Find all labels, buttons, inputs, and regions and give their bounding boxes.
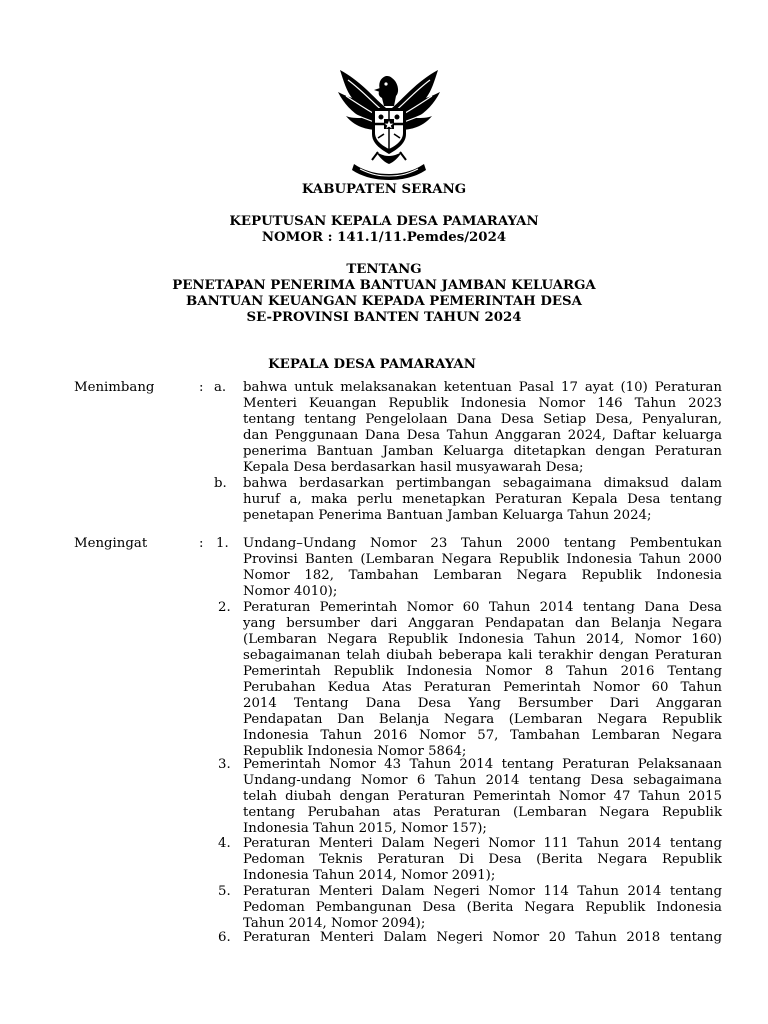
decree-number: NOMOR : 141.1/11.Pemdes/2024 bbox=[261, 230, 507, 245]
about-label: TENTANG bbox=[346, 262, 422, 277]
text-line: Provinsi Banten (Lembaran Negara Republik Indonesia Tahun 2000 bbox=[243, 552, 722, 567]
mengingat-marker-6: 6. bbox=[218, 930, 231, 945]
subject-line-3: SE-PROVINSI BANTEN TAHUN 2024 bbox=[246, 310, 522, 325]
text-line: Pedoman Teknis Peraturan Di Desa (Berita Negara Republik bbox=[243, 852, 722, 867]
subject-line-2: BANTUAN KEUANGAN KEPADA PEMERINTAH DESA bbox=[186, 294, 582, 309]
text-line: Menteri Keuangan Republik Indonesia Nomor 146 Tahun 2023 bbox=[243, 396, 722, 411]
mengingat-item-6 bbox=[243, 930, 722, 946]
mengingat-item-3 bbox=[243, 757, 722, 837]
text-line: Kepala Desa berdasarkan hasil musyawarah Desa; bbox=[243, 460, 584, 475]
text-line: telah diubah dengan Peraturan Pemerintah Nomor 47 Tahun 2015 bbox=[243, 789, 722, 804]
text-line: bahwa untuk melaksanakan ketentuan Pasal 17 ayat (10) Peraturan bbox=[243, 380, 722, 395]
text-line: Tahun 2014, Nomor 2094); bbox=[243, 916, 426, 931]
text-line: Pemerintah Republik Indonesia Nomor 8 Tahun 2016 Tentang bbox=[243, 664, 722, 679]
decree-title: KEPUTUSAN KEPALA DESA PAMARAYAN bbox=[229, 214, 539, 229]
mengingat-colon: : bbox=[199, 536, 204, 551]
mengingat-item-1 bbox=[243, 536, 722, 600]
text-line: penetapan Penerima Bantuan Jamban Keluarga Tahun 2024; bbox=[243, 508, 652, 523]
text-line: (Lembaran Negara Republik Indonesia Tahun 2014, Nomor 160) bbox=[243, 632, 722, 647]
mengingat-label: Mengingat bbox=[74, 536, 148, 551]
mengingat-item-4 bbox=[243, 836, 722, 884]
menimbang-marker-b: b. bbox=[214, 476, 227, 491]
text-line: Pedoman Pembangunan Desa (Berita Negara Republik Indonesia bbox=[243, 900, 722, 915]
text-line: Perubahan Kedua Atas Peraturan Pemerintah Nomor 60 Tahun bbox=[243, 680, 722, 695]
text-line: Nomor 4010); bbox=[243, 584, 338, 599]
region-name: KABUPATEN SERANG bbox=[301, 182, 467, 197]
text-line: Peraturan Pemerintah Nomor 60 Tahun 2014 tentang Dana Desa bbox=[243, 600, 722, 615]
text-line: sebagaimanan telah diubah beberapa kali terakhir dengan Peraturan bbox=[243, 648, 722, 663]
subject-line-1: PENETAPAN PENERIMA BANTUAN JAMBAN KELUARGA bbox=[172, 278, 596, 293]
garuda-emblem-icon bbox=[334, 68, 444, 180]
text-line: dan Penggunaan Dana Desa Tahun Anggaran 2024, Daftar keluarga bbox=[243, 428, 722, 443]
mengingat-item-5 bbox=[243, 884, 722, 932]
mengingat-marker-2: 2. bbox=[218, 600, 231, 615]
text-line: Peraturan Menteri Dalam Negeri Nomor 114 Tahun 2014 tentang bbox=[243, 884, 722, 899]
text-line: Pemerintah Nomor 43 Tahun 2014 tentang Peraturan Pelaksanaan bbox=[243, 757, 722, 772]
text-line: tentang tentang Pengelolaan Dana Desa Setiap Desa, Penyaluran, bbox=[243, 412, 722, 427]
text-line: Indonesia Tahun 2016 Nomor 57, Tambahan Lembaran Negara bbox=[243, 728, 722, 743]
text-line: yang bersumber dari Anggaran Pendapatan dan Belanja Negara bbox=[243, 616, 722, 631]
menimbang-label: Menimbang bbox=[74, 380, 155, 395]
text-line: Pendapatan Dan Belanja Negara (Lembaran Negara Republik bbox=[243, 712, 722, 727]
mengingat-item-2 bbox=[243, 600, 722, 760]
text-line: Undang–Undang Nomor 23 Tahun 2000 tentang Pembentukan bbox=[243, 536, 722, 551]
mengingat-marker-3: 3. bbox=[218, 757, 231, 772]
text-line: tentang Perubahan atas Peraturan (Lembaran Negara Republik bbox=[243, 805, 722, 820]
text-line: Peraturan Menteri Dalam Negeri Nomor 111 Tahun 2014 tentang bbox=[243, 836, 722, 851]
text-line: Republik Indonesia Nomor 5864; bbox=[243, 744, 467, 759]
mengingat-marker-1: 1. bbox=[216, 536, 229, 551]
text-line: penerima Bantuan Jamban Keluarga ditetapkan dengan Peraturan bbox=[243, 444, 722, 459]
text-line: Undang-undang Nomor 6 Tahun 2014 tentang Desa sebagaimana bbox=[243, 773, 722, 788]
official-heading: KEPALA DESA PAMARAYAN bbox=[268, 357, 476, 372]
text-line: Peraturan Menteri Dalam Negeri Nomor 20 Tahun 2018 tentang bbox=[243, 930, 722, 945]
text-line: Indonesia Tahun 2014, Nomor 2091); bbox=[243, 868, 496, 883]
text-line: Nomor 182, Tambahan Lembaran Negara Republik Indonesia bbox=[243, 568, 722, 583]
text-line: huruf a, maka perlu menetapkan Peraturan Kepala Desa tentang bbox=[243, 492, 722, 507]
menimbang-item-b bbox=[243, 476, 722, 524]
text-line: bahwa berdasarkan pertimbangan sebagaimana dimaksud dalam bbox=[243, 476, 722, 491]
text-line: Indonesia Tahun 2015, Nomor 157); bbox=[243, 821, 487, 836]
menimbang-marker-a: a. bbox=[214, 380, 227, 395]
text-line: 2014 Tentang Dana Desa Yang Bersumber Dari Anggaran bbox=[243, 696, 722, 711]
menimbang-item-a bbox=[243, 380, 722, 476]
mengingat-marker-5: 5. bbox=[218, 884, 231, 899]
menimbang-colon: : bbox=[199, 380, 204, 395]
mengingat-marker-4: 4. bbox=[218, 836, 231, 851]
